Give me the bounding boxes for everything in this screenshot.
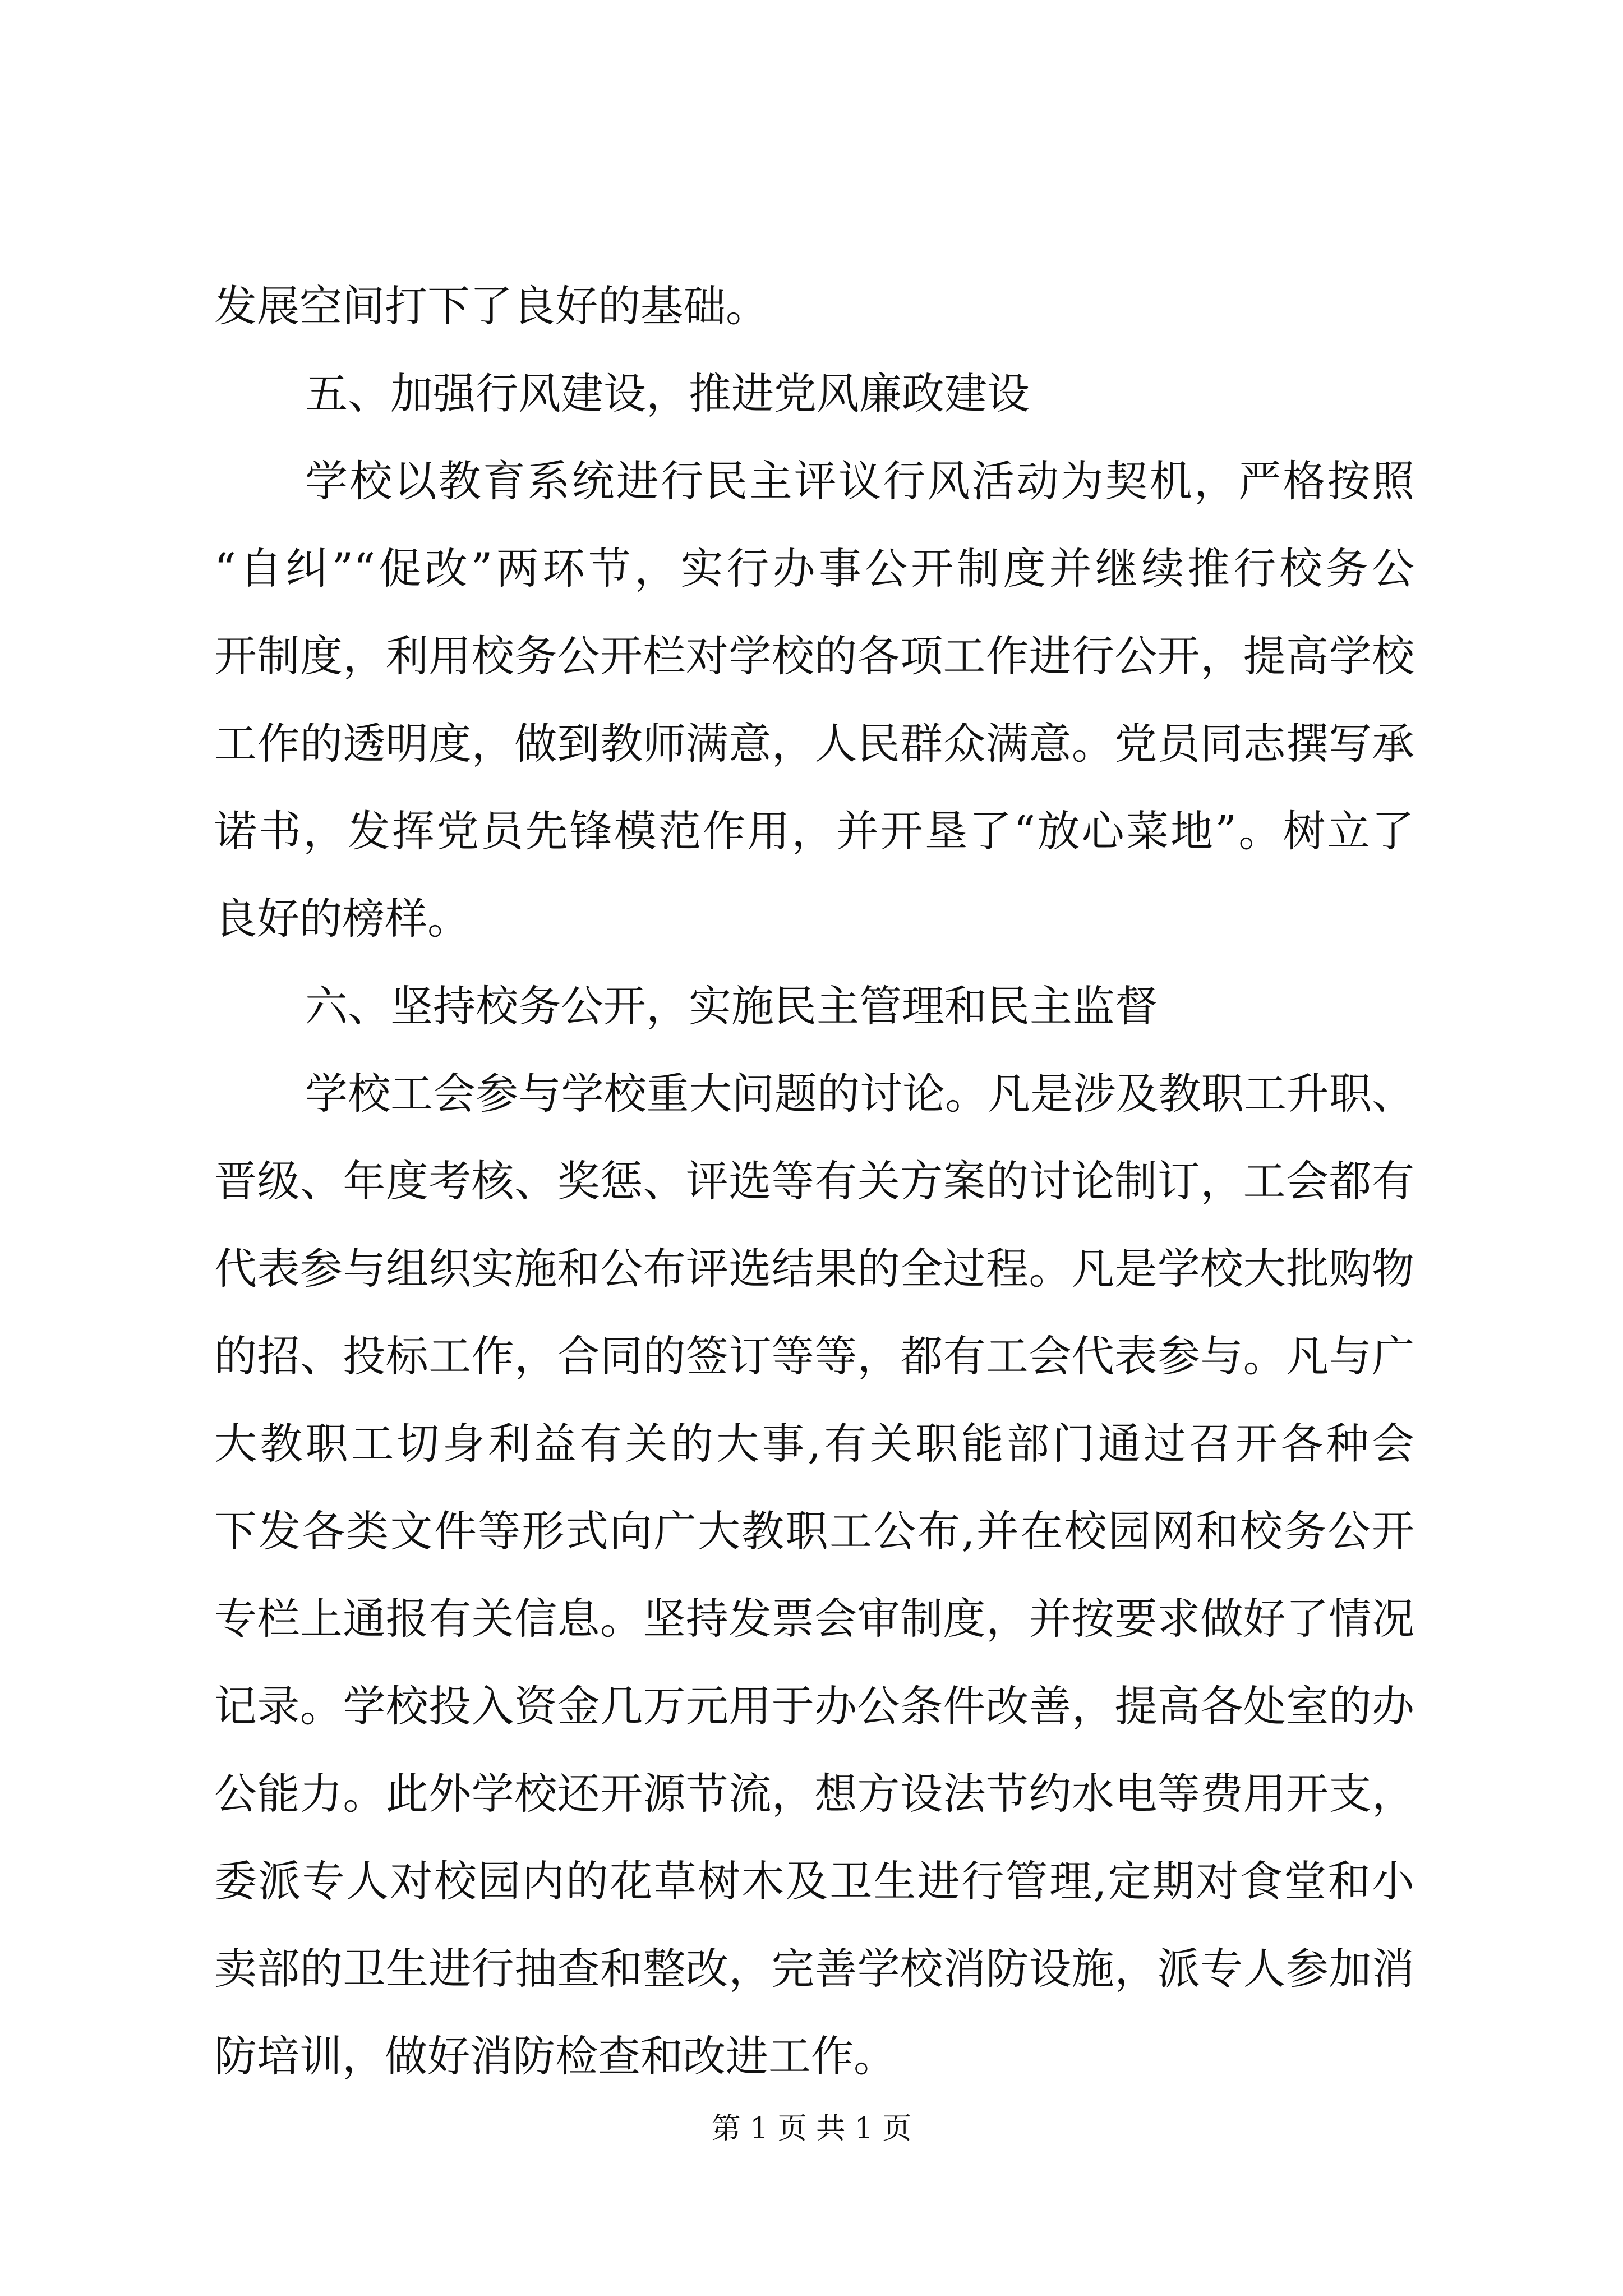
text-line: 委派专人对校园内的花草树木及卫生进行管理,定期对食堂和小	[214, 1856, 1414, 1906]
text-line: 公能力。此外学校还开源节流，想方设法节约水电等费用开支，	[214, 1769, 1414, 1819]
text-line: 良好的榜样。	[214, 894, 470, 944]
text-line: 大教职工切身利益有关的大事,有关职能部门通过召开各种会	[214, 1419, 1414, 1469]
text-line: 卖部的卫生进行抽查和整改，完善学校消防设施，派专人参加消	[214, 1944, 1414, 1994]
text-line: 发展空间打下了良好的基础。	[214, 281, 768, 331]
text-line: 防培训，做好消防检查和改进工作。	[214, 2031, 896, 2081]
text-line: “自纠”“促改”两环节，实行办事公开制度并继续推行校务公	[214, 544, 1414, 593]
text-line: 晋级、年度考核、奖惩、评选等有关方案的讨论制订，工会都有	[214, 1156, 1414, 1206]
text-line: 诺书，发挥党员先锋模范作用，并开垦了“放心菜地”。树立了	[214, 806, 1414, 856]
text-line: 的招、投标工作，合同的签订等等，都有工会代表参与。凡与广	[214, 1331, 1414, 1381]
text-line: 记录。学校投入资金几万元用于办公条件改善，提高各处室的办	[214, 1681, 1414, 1731]
text-line: 学校工会参与学校重大问题的讨论。凡是涉及教职工升职、	[305, 1069, 1414, 1119]
text-line: 五、加强行风建设，推进党风廉政建设	[305, 369, 1030, 418]
page-footer: 第 1 页 共 1 页	[711, 2112, 912, 2146]
text-line: 代表参与组织实施和公布评选结果的全过程。凡是学校大批购物	[214, 1244, 1414, 1294]
text-line: 工作的透明度，做到教师满意，人民群众满意。党员同志撰写承	[214, 719, 1414, 769]
text-line: 六、坚持校务公开，实施民主管理和民主监督	[305, 981, 1158, 1031]
text-line: 学校以教育系统进行民主评议行风活动为契机，严格按照	[305, 456, 1414, 506]
text-line: 专栏上通报有关信息。坚持发票会审制度，并按要求做好了情况	[214, 1594, 1414, 1644]
text-line: 开制度，利用校务公开栏对学校的各项工作进行公开，提高学校	[214, 631, 1414, 681]
document-body	[214, 263, 1414, 2100]
text-line: 下发各类文件等形式向广大教职工公布,并在校园网和校务公开	[214, 1506, 1414, 1556]
